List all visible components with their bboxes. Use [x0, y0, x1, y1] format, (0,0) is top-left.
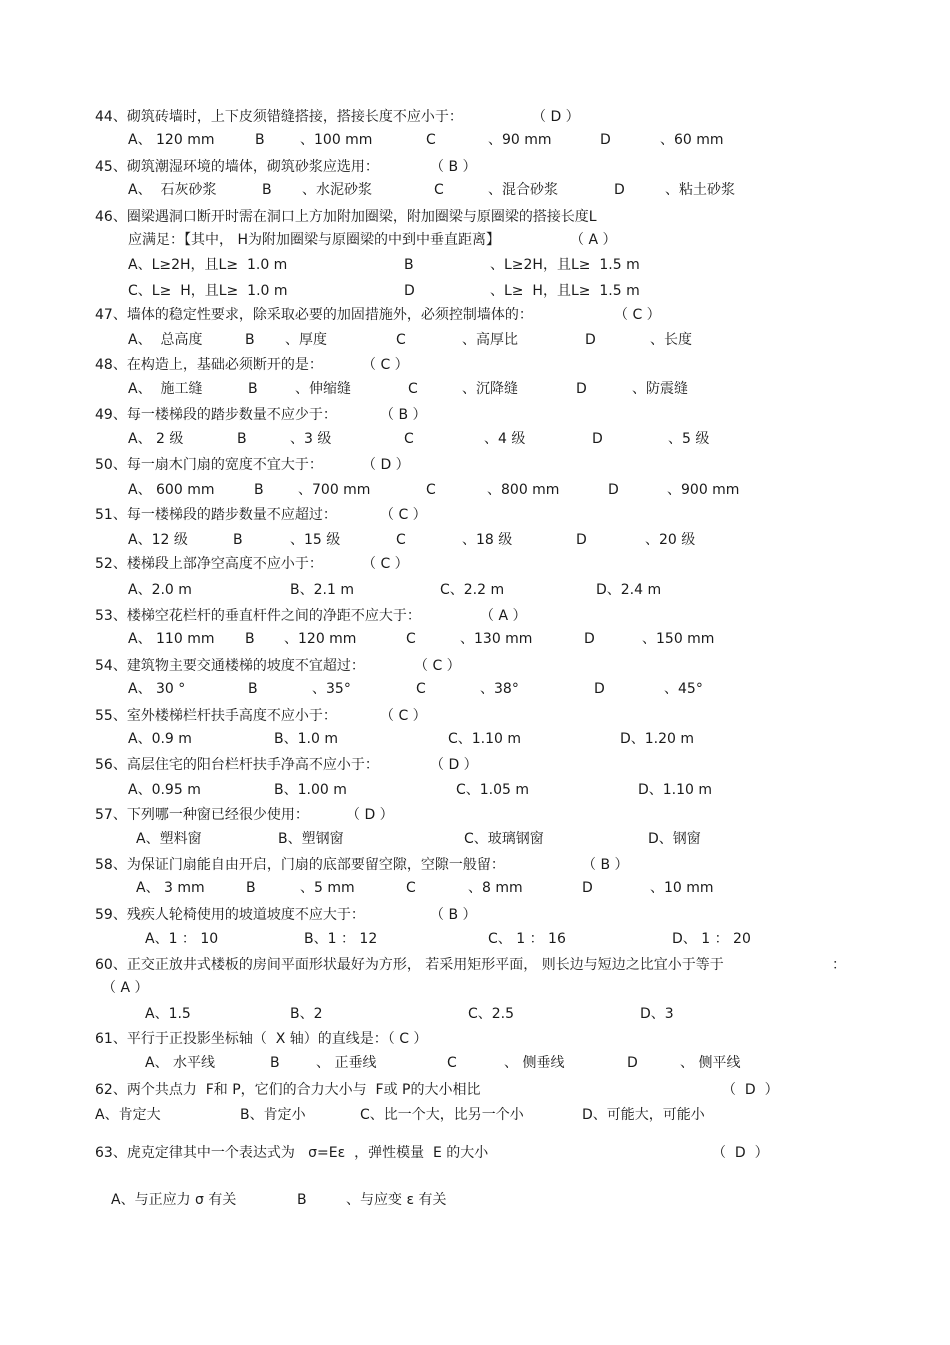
question-text: 58、为保证门扇能自由开启，门扇的底部要留空隙，空隙一般留： [95, 857, 505, 873]
question-text: 56、高层住宅的阳台栏杆扶手净高不应小于： [95, 757, 379, 773]
option-text: B、肯定小 [240, 1107, 306, 1123]
answer-key: （ B ） [430, 159, 477, 175]
option-text: D、可能大，可能小 [582, 1107, 705, 1123]
option-text: A、 600 mm [128, 482, 215, 498]
option-text: B [297, 1192, 307, 1208]
option-text: A、0.95 m [128, 782, 201, 798]
option-text: 、长度 [650, 332, 692, 348]
option-text: B [233, 532, 243, 548]
option-text: 、沉降缝 [462, 381, 518, 397]
option-text: A、0.9 m [128, 731, 192, 747]
option-text: D、 1 ： 20 [672, 931, 751, 947]
option-text: 、4 级 [484, 431, 526, 447]
option-text: 、5 mm [300, 880, 355, 896]
option-text: 、 侧平线 [680, 1055, 741, 1071]
option-text: B [255, 132, 265, 148]
option-text: C [404, 431, 414, 447]
option-text: 、150 mm [642, 631, 715, 647]
option-text: 、与应变 ε 有关 [346, 1192, 447, 1208]
option-text: 、60 mm [660, 132, 724, 148]
option-text: D [576, 381, 587, 397]
option-text: D、2.4 m [596, 582, 662, 598]
option-text: 、粘土砂浆 [665, 182, 735, 198]
option-text: B [248, 681, 258, 697]
option-text: A、 施工缝 [128, 381, 203, 397]
question-text: 63、虎克定律其中一个表达式为 σ=Eε ，弹性模量 E 的大小 [95, 1145, 489, 1161]
option-text: A、 110 mm [128, 631, 215, 647]
option-text: C [426, 482, 436, 498]
option-text: C、1.05 m [456, 782, 530, 798]
option-text: 、 正垂线 [316, 1055, 377, 1071]
option-text: 、伸缩缝 [295, 381, 351, 397]
option-text: D [608, 482, 619, 498]
option-text: A、 120 mm [128, 132, 215, 148]
question-text: 55、室外楼梯栏杆扶手高度不应小于： [95, 708, 337, 724]
option-text: A、2.0 m [128, 582, 192, 598]
answer-key: （ B ） [582, 857, 629, 873]
option-text: 、18 级 [462, 532, 513, 548]
option-text: 、8 mm [468, 880, 523, 896]
option-text: B、1.00 m [274, 782, 347, 798]
option-text: C、 1 ： 16 [488, 931, 566, 947]
option-text: A、肯定大 [95, 1107, 161, 1123]
option-text: B、1.0 m [274, 731, 338, 747]
answer-key: （ D ） [712, 1145, 769, 1161]
option-text: A、L≥2H，且L≥ 1.0 m [128, 257, 288, 273]
option-text: 、120 mm [284, 631, 357, 647]
question-text: 62、两个共点力 F和 P，它们的合力大小与 F或 P的大小相比 [95, 1082, 481, 1098]
option-text: A、1.5 [145, 1006, 191, 1022]
answer-key: （ A ） [480, 608, 527, 624]
option-text: C [416, 681, 426, 697]
option-text: C [426, 132, 436, 148]
option-text: D [627, 1055, 638, 1071]
option-text: A、 总高度 [128, 332, 203, 348]
answer-key: （ C ） [362, 357, 409, 373]
answer-key: （ D ） [722, 1082, 779, 1098]
option-text: B [237, 431, 247, 447]
answer-key: （ B ） [380, 407, 427, 423]
option-text: 、45° [664, 681, 703, 697]
question-text: 44、砌筑砖墙时，上下皮须错缝搭接，搭接长度不应小于： [95, 109, 463, 125]
option-text: B、塑钢窗 [278, 831, 344, 847]
answer-key: （ B ） [430, 907, 477, 923]
option-text: B [254, 482, 264, 498]
answer-key: ： [832, 957, 846, 973]
option-text: D [600, 132, 611, 148]
option-text: 、厚度 [285, 332, 327, 348]
option-text: C [396, 332, 406, 348]
question-text: 45、砌筑潮湿环境的墙体，砌筑砂浆应选用： [95, 159, 379, 175]
option-text: B、2 [290, 1006, 323, 1022]
question-text: 51、每一楼梯段的踏步数量不应超过： [95, 507, 337, 523]
option-text: 、130 mm [460, 631, 533, 647]
option-text: C、2.5 [468, 1006, 515, 1022]
option-text: A、 2 级 [128, 431, 184, 447]
option-text: A、1 ： 10 [145, 931, 219, 947]
question-text: 47、墙体的稳定性要求，除采取必要的加固措施外，必须控制墙体的： [95, 307, 533, 323]
option-text: B [270, 1055, 280, 1071]
option-text: C、1.10 m [448, 731, 522, 747]
question-text: 61、平行于正投影坐标轴（ X 轴）的直线是：（ C ） [95, 1031, 428, 1047]
question-text: 59、残疾人轮椅使用的坡道坡度不应大于： [95, 907, 365, 923]
answer-key: （ C ） [414, 658, 461, 674]
option-text: 、防震缝 [632, 381, 688, 397]
option-text: 、900 mm [667, 482, 740, 498]
option-text: C [396, 532, 406, 548]
option-text: 、100 mm [300, 132, 373, 148]
question-text: 57、下列哪一种窗已经很少使用： [95, 807, 309, 823]
option-text: 、90 mm [488, 132, 552, 148]
option-text: A、 石灰砂浆 [128, 182, 217, 198]
question-text: C、L≥ H，且L≥ 1.0 m [128, 283, 288, 299]
option-text: 、38° [480, 681, 519, 697]
option-text: 、 侧垂线 [504, 1055, 565, 1071]
question-text: 52、楼梯段上部净空高度不应小于： [95, 556, 323, 572]
question-text: 60、正交正放井式楼板的房间平面形状最好为方形， 若采用矩形平面， 则长边与短边之比宜小于等于 [95, 957, 724, 973]
option-text: A、 水平线 [145, 1055, 216, 1071]
option-text: A、 3 mm [136, 880, 205, 896]
answer-key: （ D ） [430, 757, 478, 773]
option-text: D、1.20 m [620, 731, 695, 747]
option-text: 、20 级 [645, 532, 696, 548]
option-text: D、3 [640, 1006, 674, 1022]
option-text: B [404, 257, 414, 273]
option-text: 、15 级 [290, 532, 341, 548]
option-text: D [576, 532, 587, 548]
option-text: D、钢窗 [648, 831, 701, 847]
question-text: 54、建筑物主要交通楼梯的坡度不宜超过： [95, 658, 365, 674]
option-text: 、混合砂浆 [488, 182, 558, 198]
answer-key: （ D ） [346, 807, 394, 823]
option-text: B [245, 332, 255, 348]
option-text: A、12 级 [128, 532, 188, 548]
question-text: 53、楼梯空花栏杆的垂直杆件之间的净距不应大于： [95, 608, 421, 624]
option-text: C、比一个大，比另一个小 [360, 1107, 524, 1123]
option-text: B [262, 182, 272, 198]
option-text: A、塑料窗 [136, 831, 202, 847]
answer-key: （ C ） [380, 507, 427, 523]
option-text: D [582, 880, 593, 896]
option-text: C [408, 381, 418, 397]
option-text: B、1 ： 12 [304, 931, 378, 947]
answer-key: （ D ） [362, 457, 410, 473]
option-text: 、800 mm [487, 482, 560, 498]
option-text: 、高厚比 [462, 332, 518, 348]
answer-key: （ C ） [614, 307, 661, 323]
option-text: D [614, 182, 625, 198]
question-text: 50、每一扇木门扇的宽度不宜大于： [95, 457, 323, 473]
question-text: 46、圈梁遇洞口断开时需在洞口上方加附加圈梁，附加圈梁与原圈梁的搭接长度L [95, 209, 597, 225]
option-text: D [584, 631, 595, 647]
option-text: C [447, 1055, 457, 1071]
answer-key: （ C ） [380, 708, 427, 724]
option-text: D [592, 431, 603, 447]
answer-key: （ D ） [532, 109, 580, 125]
option-text: 、L≥2H，且L≥ 1.5 m [490, 257, 640, 273]
question-text: （ A ） [102, 980, 149, 996]
option-text: D、1.10 m [638, 782, 713, 798]
option-text: 、35° [312, 681, 351, 697]
answer-key: （ C ） [362, 556, 409, 572]
question-text: 49、每一楼梯段的踏步数量不应少于： [95, 407, 337, 423]
option-text: 、700 mm [298, 482, 371, 498]
option-text: B、2.1 m [290, 582, 354, 598]
answer-key: 、L≥ H，且L≥ 1.5 m [490, 283, 640, 299]
question-text: 应满足：【其中， H为附加圈梁与原圈梁的中到中垂直距离】 [128, 232, 500, 248]
option-text: B [246, 880, 256, 896]
option-text: 、3 级 [290, 431, 332, 447]
option-text: B [248, 381, 258, 397]
option-text: C [434, 182, 444, 198]
option-text: A、与正应力 σ 有关 [111, 1192, 237, 1208]
answer-key: D [404, 283, 415, 299]
option-text: 、10 mm [650, 880, 714, 896]
option-text: D [585, 332, 596, 348]
answer-key: （ A ） [570, 232, 617, 248]
option-text: 、水泥砂浆 [302, 182, 372, 198]
option-text: A、 30 ° [128, 681, 186, 697]
question-text: 48、在构造上，基础必须断开的是： [95, 357, 323, 373]
option-text: C、2.2 m [440, 582, 505, 598]
option-text: C [406, 880, 416, 896]
option-text: B [245, 631, 255, 647]
option-text: C [406, 631, 416, 647]
option-text: 、5 级 [668, 431, 710, 447]
option-text: D [594, 681, 605, 697]
option-text: C、玻璃钢窗 [464, 831, 544, 847]
